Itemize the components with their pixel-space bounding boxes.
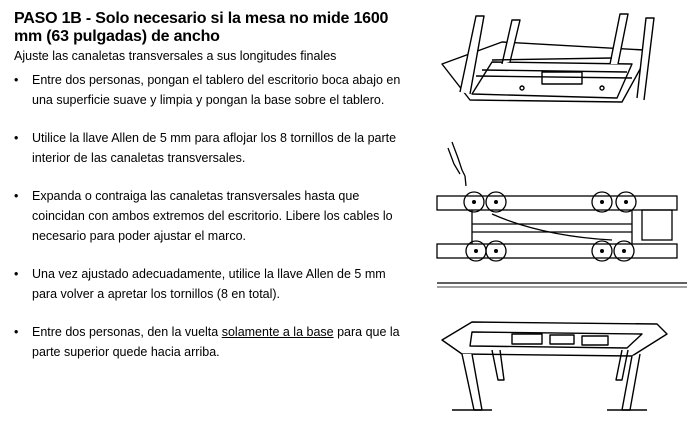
bullet-icon: • [14,131,19,145]
step-text-part: Entre dos personas, den la vuelta [32,325,222,339]
step-title: PASO 1B - Solo necesario si la mesa no mide 1600 mm (63 pulgadas) de ancho [14,10,389,45]
bullet-icon: • [14,189,19,203]
list-item [14,186,414,246]
step-text: Una vez ajustado adecuadamente, utilice la llave Allen de 5 mm para volver a apretar los tornillos (8 en total). [32,267,386,301]
list-item [14,322,414,362]
list-item [14,70,414,110]
divider [432,280,689,290]
list-item [14,128,414,168]
crossbar-screws-illustration [432,140,689,270]
step-list [14,70,414,362]
step-text: Entre dos personas, pongan el tablero del escritorio boca abajo en una superficie suave y limpia y pongan la base sobre el tablero. [32,73,401,107]
bullet-icon: • [14,267,19,281]
instructions-column [14,10,414,362]
step-text-part: para que la parte superior quede hacia arriba. [32,325,400,359]
step-text [32,325,400,359]
desk-frame-upright-illustration [432,310,689,420]
desk-upside-down-illustration [432,2,689,117]
bullet-icon: • [14,325,19,339]
step-subtitle: Ajuste las canaletas transversales a sus longitudes finales [14,49,337,63]
list-item [14,264,414,304]
step-text-underlined: solamente a la base [221,325,334,339]
step-text: Utilice la llave Allen de 5 mm para aflojar los 8 tornillos de la parte interior de las canaletas transversales. [32,131,397,165]
illustrations-column [432,0,689,423]
bullet-icon: • [14,73,19,87]
step-text: Expanda o contraiga las canaletas transversales hasta que coincidan con ambos extremos del escritorio. Libere los cables lo necesario para poder ajustar el marco. [32,189,393,243]
